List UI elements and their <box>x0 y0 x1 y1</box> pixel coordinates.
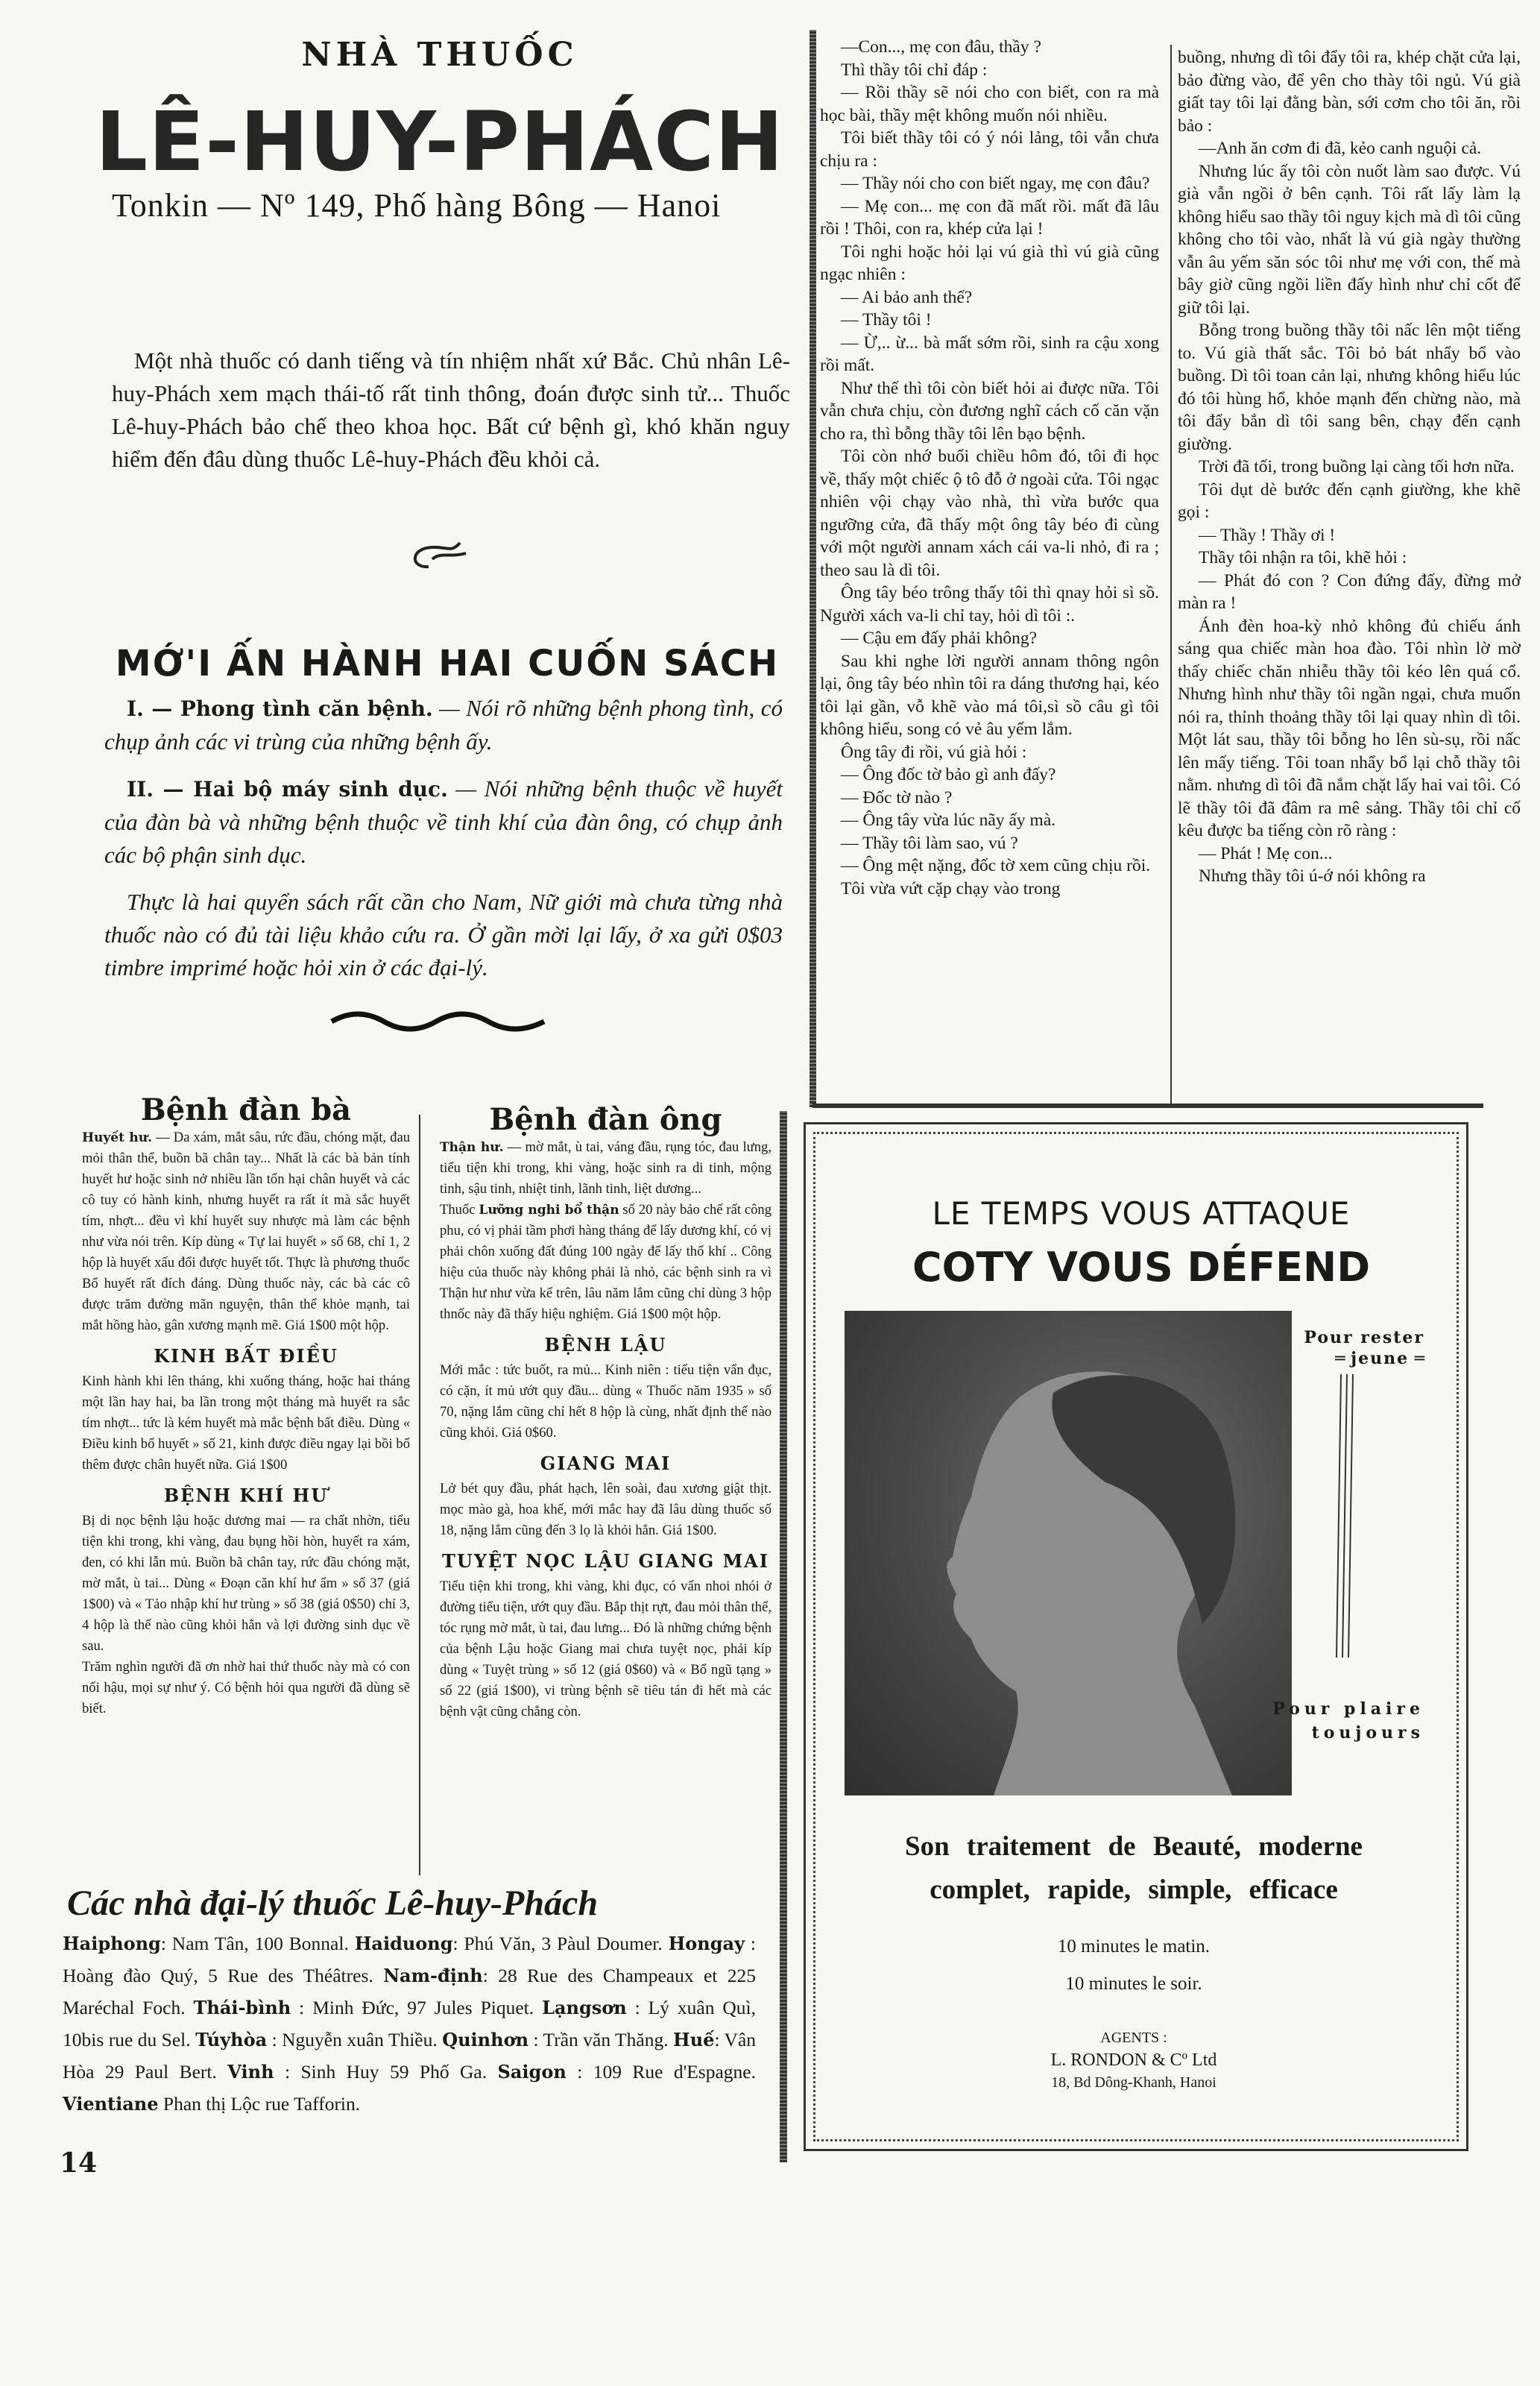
column-rule <box>1170 45 1172 1104</box>
story-paragraph: —Anh ăn cơm đi đã, kẻo canh nguội cả. <box>1199 139 1482 158</box>
story-paragraph: Tôi dụt dè bước đến cạnh giường, khe khẽ gọi : <box>1178 479 1521 522</box>
book-item-2 <box>104 772 783 872</box>
wave-divider-icon <box>328 1007 552 1036</box>
agent-info: : Nguyễn xuân Thiều. <box>267 2029 443 2050</box>
agent-city: Lạngsơn <box>542 1997 627 2018</box>
vertical-lines-ornament-icon <box>1335 1374 1357 1658</box>
ad-agents: AGENTS : L. RONDON & Cº Ltd 18, Bd Dông-Khanh, Hanoi <box>1050 2030 1217 2091</box>
agent-info: : Nam Tân, 100 Bonnal. <box>160 1933 355 1954</box>
entry-lead: Thận hư. <box>440 1140 504 1155</box>
agent-city: Quinhơn <box>442 2029 529 2050</box>
portrait-silhouette-icon <box>845 1311 1292 1795</box>
medicine-entry: Thuốc Lưỡng nghi bổ thận số 20 này bảo chế rất công phu, có vị phải tầm phơi hàng tháng để lấy dương khí, có vị phải chôn xuống đất đúng 100 ngày để lấy thổ khí .. Công hiệu của thuốc này không phải là nhỏ, các bệnh sinh ra vì Thận hư như vừa kể trên, lâu năm lắm cũng chỉ dùng 3 hộp thnốc này đã thấy hiệu nghiệm. Giá 1$00 một hộp. <box>440 1202 771 1322</box>
pharmacy-address: Tonkin — Nº 149, Phố hàng Bông — Hanoi <box>112 187 722 224</box>
pharmacy-name: LÊ-HUY-PHÁCH <box>95 94 784 189</box>
section-rule <box>812 1104 1483 1108</box>
agent-info: : Vân Hòa 29 Paul Bert. <box>63 2029 757 2083</box>
story-paragraph: — Đốc tờ nào ? <box>841 787 953 808</box>
story-paragraph: Như thế thì tôi còn biết hỏi ai được nữa. Tôi vẫn chưa chịu, còn đương nghĩ cách cố căn vặn cho ra, thì bỗng thầy tôi lên bạo bệnh. <box>820 378 1159 444</box>
story-paragraph: — Rồi thầy sẽ nói cho con biết, con ra mà học bài, thầy mệt không muốn nói nhiều. <box>820 83 1159 125</box>
intro-paragraph <box>112 344 790 476</box>
agent-city: Haiduong <box>354 1933 453 1954</box>
story-paragraph: Nhưng lúc ấy tôi còn nuốt làm sao được. Vú già vẫn ngồi ở bên cạnh. Tôi rất lấy làm lạ không hiểu sao thầy tôi nguy kịch mà dì tôi cũng không cho tôi vào, nhất là vú già ngày thường vẫn âu yếm săn sóc tôi như mẹ với con, thế mà bây giờ cũng ngồi liền đấy hình như chỉ cốt để giữ tôi lại. <box>1178 161 1521 318</box>
story-paragraph: — Ai bảo anh thế? <box>841 287 973 307</box>
story-paragraph: — Ông đốc tờ bảo gì anh đấy? <box>841 765 1056 784</box>
agent-info: : Trần văn Thăng. <box>528 2029 674 2050</box>
agent-info: : Sinh Huy 59 Phố Ga. <box>274 2061 498 2083</box>
agent-info: : Phú Văn, 3 Pàul Doumer. <box>452 1933 669 1954</box>
story-paragraph: Tôi còn nhớ buổi chiều hôm đó, tôi đi học về, thấy một chiếc ộ tô đỗ ở ngoài cửa. Tôi ngạc nhiên vội chạy vào nhà, thì vừa bước qua ngưỡng cửa, đã thấy một ông tây béo đi cùng với một người annam xách cái va-li nhỏ, đi ra ; theo sau là dì tôi. <box>820 447 1159 580</box>
story-paragraph: —Con..., mẹ con đâu, thầy ? <box>841 37 1041 57</box>
agents-heading: Các nhà đại-lý thuốc Lê-huy-Phách <box>67 1883 599 1923</box>
ad-side-text-top: Pour rester ═ jeune ═ <box>1304 1328 1424 1368</box>
agent-city: Vinh <box>227 2061 274 2083</box>
ad-headline: LE TEMPS VOUS ATTAQUE <box>932 1195 1351 1232</box>
book-title: I. — Phong tình căn bệnh. <box>127 696 433 721</box>
agent-info: : 109 Rue d'Espagne. <box>566 2061 756 2083</box>
agent-info: Phan thị Lộc rue Tafforin. <box>158 2093 361 2115</box>
story-paragraph: Ông tây đi rồi, vú già hỏi : <box>841 742 1027 762</box>
subsection-heading: KINH BẤT ĐIỀU <box>154 1345 338 1367</box>
story-paragraph: Nhưng thầy tôi ú-ớ nói không ra <box>1199 866 1426 886</box>
story-paragraph: Tôi biết thầy tôi có ý nói lảng, tôi vẫn chưa chịu ra : <box>820 128 1159 171</box>
medicine-entry: Bị di nọc bệnh lậu hoặc dương mai — ra chất nhờn, tiểu tiện khi trong, khi vàng, đau bụng hồi hòn, huyết ra xám, đen, có khi lẫn mủ. Buồn bã chân tay, rức đầu chóng mặt, mờ mắt, ù tai... Dùng « Đoạn căn khí hư ẩm » số 37 (giá 1$00) và « Tảo nhập khí hư trùng » số 38 (giá 0$50) chỉ 3, 4 hộp là thế nào cũng khỏi hẳn và lợi đường sinh dục về sau. <box>82 1513 410 1654</box>
entry-text: — mờ mắt, ù tai, váng đầu, rụng tóc, đau lưng, tiểu tiện khi trong, khi vàng, hoặc sinh ra di tinh, mộng tinh, sậu tinh, nhiệt tinh, lãnh tinh, liệt dương... <box>440 1139 772 1197</box>
story-paragraph: — Thầy tôi làm sao, vú ? <box>841 833 1018 853</box>
men-diseases-column <box>440 1102 771 1722</box>
medicine-entry <box>82 1127 410 1336</box>
agent-city: Túyhòa <box>195 2029 268 2050</box>
section-heading: Bệnh đàn ông <box>489 1102 722 1137</box>
agent-info: : Minh Đức, 97 Jules Piquet. <box>291 1997 543 2018</box>
agent-city: Vientiane <box>63 2093 159 2115</box>
woman-portrait-image <box>845 1311 1292 1795</box>
book-item-1 <box>104 692 783 758</box>
pharmacy-label: NHÀ THUỐC <box>301 36 578 74</box>
books-closing: Thực là hai quyển sách rất cần cho Nam, Nữ giới mà chưa từng nhà thuốc nào có đủ tài liệu khảo cứu ra. Ở gần mời lại lấy, ở xa gửi 0$03 timbre imprimé hoặc hỏi xin ở các đại-lý. <box>104 889 783 980</box>
agent-city: Saigon <box>497 2061 567 2083</box>
coty-advertisement <box>804 1122 1468 2151</box>
story-paragraph: Ánh đèn hoa-kỳ nhỏ không đủ chiếu ánh sáng qua chiếc màn hoa đào. Tôi nhìn lờ mờ thấy chiếc chăn nhiễu thầy tôi kéo lên quá cổ. Nhưng hình như thầy tôi ngần ngại, chưa muốn nói ra, thỉnh thoảng thầy tôi lại quay nhìn dì tôi. Một lát sau, thầy tôi bỗng ho lên sù-sụ, rồi nấc lên mấy tiếng. Tôi toan nhẩy bổ lại chỗ thầy tôi nằm. nhưng dì tôi đã nắm chặt lấy hai vai tôi. Có lẽ thầy tôi đã đâm ra mê sảng. Thầy tôi chỉ cố kêu được ba tiếng còn rõ ràng : <box>1178 616 1521 840</box>
entry-text: — Da xám, mắt sâu, rức đầu, chóng mặt, đau mỏi thân thể, buồn bã chân tay... Nhất là các bà bản tính huyết hư hoặc sinh nở nhiều lần tổn hại chân huyết và các cô tuy có hành kinh, nhưng huyết ra rất ít mà sắc huyết tím, nhợt... đều vì khí huyết suy nhược mà làm các bệnh như vừa nói trên. Kíp dùng « Tự lai huyết » số 68, chỉ 1, 2 hộp là huyết xấu đổi được huyết tốt. Thực là phương thuốc Bổ huyết rất đích đáng. Dùng thuốc này, các bà các cô được trăm đường mãn nguyện, thân thể khỏe mạnh, tai mắt hồng hào, gân xương mạnh mẽ. Giá 1$00 một hộp. <box>82 1130 410 1333</box>
ad-usage: 10 minutes le matin. 10 minutes le soir. <box>1057 1936 1211 1994</box>
agent-city: Huế <box>673 2029 715 2050</box>
medicine-entry: Kinh hành khi lên tháng, khi xuống tháng, hoặc hai tháng một lần hay hai, ba lần trong một tháng mà huyết ra sắc tím nhợt... tức là kém huyết mà mắc bệnh bất điều. Dùng « Điều kinh bổ huyết » số 21, kinh được điều ngay lại bồi bổ thêm được chân huyết nữa. Giá 1$00 <box>82 1373 410 1473</box>
story-paragraph: Thầy tôi nhận ra tôi, khẽ hỏi : <box>1199 548 1407 567</box>
story-paragraph: — Ông mệt nặng, đốc tờ xem cũng chịu rồi. <box>841 856 1151 875</box>
agent-city: Thái-bình <box>193 1997 291 2018</box>
book-desc: — Nói những bệnh thuộc về huyết của đàn bà và những bệnh thuộc về tinh khí của đàn ông, có chụp ảnh các bộ phận sinh dục. <box>104 775 783 868</box>
story-paragraph: Tôi vừa vứt cặp chạy vào trong <box>841 878 1061 898</box>
subsection-heading: BỆNH LẬU <box>544 1334 667 1356</box>
story-column-right <box>1178 46 1521 888</box>
column-rule <box>810 30 816 1107</box>
flourish-ornament-icon <box>406 537 473 574</box>
agents-list <box>63 1927 756 2120</box>
column-rule <box>419 1115 420 1875</box>
medicine-entry: Tiểu tiện khi trong, khi vàng, khi đục, có vẩn nhoi nhói ở đường tiểu tiện, ướt quy đầu. Bắp thịt rựt, đau mỏi thân thể, tóc rụng mờ mắt, ù tai, đau lưng... Đó là những chứng bệnh của bệnh Lậu hoặc Giang mai chưa tuyệt nọc, phải kíp dùng « Tuyệt trùng » số 12 (giá 0$60) và « Bổ ngũ tạng » số 22 (giá 1$00), vi trùng bệnh sẽ tiêu tán đi hết mà các bệnh vật cũng chẳng còn. <box>440 1578 771 1719</box>
story-paragraph: — Phát đó con ? Con đứng đấy, đừng mở màn ra ! <box>1178 570 1521 613</box>
story-paragraph: — Cậu em đấy phải không? <box>841 629 1038 648</box>
subsection-heading: BỆNH KHÍ HƯ <box>163 1485 329 1506</box>
story-paragraph: — Thầy ! Thầy ơi ! <box>1199 525 1336 545</box>
agent-city: Hongay <box>668 1933 745 1954</box>
book-desc: — Nói rõ những bệnh phong tình, có chụp ảnh các vi trùng của những bệnh ấy. <box>104 695 783 755</box>
women-diseases-column <box>82 1092 410 1719</box>
story-paragraph: — Thầy nói cho con biết ngay, mẹ con đâu? <box>841 174 1150 193</box>
story-paragraph: Bỗng trong buồng thầy tôi nấc lên một tiếng to. Vú già thất sắc. Tôi bỏ bát nhẩy bổ vào buồng. Dì tôi toan cản lại, nhưng không hiểu lúc đó tôi hùng hổ, khỏe mạnh đến chừng nào, mà tôi đẩy bắn dì tôi sang bên, chạy đến cạnh giường. <box>1178 321 1521 454</box>
story-paragraph: Trời đã tối, trong buồng lại càng tối hơn nữa. <box>1199 457 1515 476</box>
story-paragraph: Tôi nghi hoặc hỏi lại vú già thì vú già cũng ngạc nhiên : <box>820 242 1159 284</box>
medicine-entry: Trăm nghìn người đã ơn nhờ hai thứ thuốc này mà có con nối hậu, mọi sự như ý. Có bệnh hỏi qua người đã dùng sẽ biết. <box>82 1659 410 1716</box>
agent-info: : 28 Rue des Champeaux et 225 Maréchal Foch. <box>63 1965 756 2018</box>
entry-text: số 20 này bảo chế rất công phu, có vị phải tầm phơi hàng tháng để lấy dương khí, có vị phải chôn xuống đất đúng 100 ngày để lấy thổ khí .. Công hiệu của thuốc này không phải là nhỏ, các bệnh sinh ra vì Thận hư như vừa kể trên, lâu năm lắm cũng chỉ dùng 3 hộp thnốc này đã thấy hiệu nghiệm. Giá 1$00 một hộp. <box>440 1202 771 1322</box>
agent-city: Nam-định <box>383 1965 483 1986</box>
medicine-entry: Mới mắc : tức buốt, ra mủ... Kinh niên : tiểu tiện vẩn đục, có cặn, ít mủ ướt quy đầu... dùng « Thuốc năm 1935 » số 70, nặng lắm cũng chỉ hết 8 hộp là cùng, nhất định thế nào cũng khỏi. Giá 0$60. <box>440 1362 771 1441</box>
section-heading: Bệnh đàn bà <box>140 1092 352 1127</box>
subsection-heading: TUYỆT NỌC LẬU GIANG MAI <box>441 1550 770 1572</box>
story-paragraph: — Mẹ con... mẹ con đã mất rồi. mất đã lâu rồi ! Thôi, con ra, khép cửa lại ! <box>820 196 1159 239</box>
agent-city: Haiphong <box>63 1933 161 1954</box>
column-rule <box>780 1111 787 2162</box>
story-paragraph: — Thầy tôi ! <box>841 310 932 330</box>
entry-lead: Lưỡng nghi bổ thận <box>479 1203 619 1218</box>
book-title: II. — Hai bộ máy sinh dục. <box>127 777 448 802</box>
story-paragraph: — Ừ,.. ừ... bà mất sớm rồi, sinh ra cậu xong rồi mất. <box>820 333 1159 375</box>
subsection-heading: GIANG MAI <box>540 1452 672 1474</box>
story-paragraph: buồng, nhưng dì tôi đẩy tôi ra, khép chặt cửa lại, bảo đừng vào, để yên cho thày tôi ngủ. Vú già giất tay tôi lại đằng bàn, sới cơm cho tôi ăn, rồi bảo : <box>1178 48 1521 136</box>
story-paragraph: Thì thầy tôi chỉ đáp : <box>841 60 988 80</box>
story-column-middle <box>820 36 1159 900</box>
story-paragraph: Ông tây béo trông thấy tôi thì qnay hỏi sì sồ. Người xách va-li chỉ tay, hỏi dì tôi :. <box>820 583 1159 626</box>
agent-info: : Hoàng đào Quý, 5 Rue des Théâtres. <box>63 1933 756 1986</box>
books-heading: MỚ'I ẤN HÀNH HAI CUỐN SÁCH <box>115 643 780 684</box>
ad-tagline: Son traitement de Beauté, moderne complet, rapide, simple, efficace <box>905 1831 1363 1905</box>
intro-text: Một nhà thuốc có danh tiếng và tín nhiệm nhất xứ Bắc. Chủ nhân Lê-huy-Phách xem mạch thái-tố rất tinh thông, đoán được sinh tử... Thuốc Lê-huy-Phách bảo chế theo khoa học. Bất cứ bệnh gì, khó khăn nguy hiểm đến đâu dùng thuốc Lê-huy-Phách đều khỏi cả. <box>112 347 790 472</box>
ad-slogan: COTY VOUS DÉFEND <box>912 1244 1371 1291</box>
story-paragraph: — Ông tây vừa lúc nãy ấy mà. <box>841 810 1056 830</box>
ad-side-text-bottom: Pour plaire toujours <box>1272 1699 1424 1743</box>
medicine-entry: Lở bét quy đầu, phát hạch, lên soài, đau xương giật thịt. mọc mào gà, hoa khế, mới mắc hay đã lâu dùng thuốc số 18, nặng lắm cũng đến 3 lọ là khỏi hẳn. Giá 1$00. <box>440 1481 771 1538</box>
page-number: 14 <box>60 2147 98 2179</box>
medicine-entry <box>440 1137 771 1200</box>
story-paragraph: — Phát ! Mẹ con... <box>1199 843 1333 863</box>
agent-info: : Lý xuân Quì, 10bis rue du Sel. <box>63 1997 756 2050</box>
story-paragraph: Sau khi nghe lời người annam thông ngôn lại, ông tây béo nhìn tôi ra dáng thương hại, kéo tôi lại gần, vỗ khẽ vào má tôi,sì sồ câu gì tôi không hiểu, song có vẻ âu yếm lắm. <box>820 651 1159 739</box>
entry-lead: Huyết hư. <box>82 1130 152 1145</box>
